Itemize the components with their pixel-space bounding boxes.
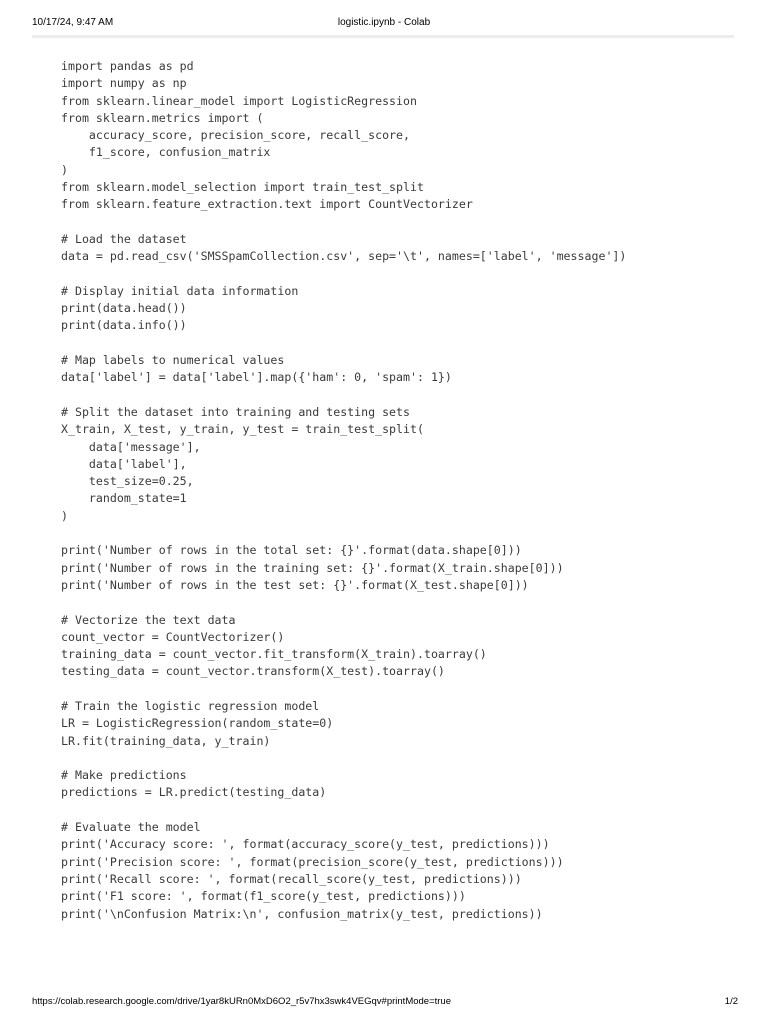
code-line (61, 594, 741, 611)
code-line: print('Number of rows in the test set: {}'.format(X_test.shape[0])) (61, 577, 529, 592)
code-line: print('Recall score: ', format(recall_score(y_test, predictions))) (61, 871, 522, 886)
code-line: from sklearn.model_selection import train_test_split (61, 180, 424, 195)
code-line: data = pd.read_csv('SMSSpamCollection.csv', sep='\t', names=['label', 'message']) (61, 249, 627, 264)
code-line (61, 387, 741, 404)
code-line: from sklearn.linear_model import LogisticRegression (61, 93, 417, 108)
code-line (61, 214, 741, 231)
code-line (61, 750, 741, 767)
code-line (61, 266, 741, 283)
code-line: # Display initial data information (61, 283, 299, 298)
code-line: training_data = count_vector.fit_transform(X_train).toarray() (61, 647, 487, 662)
code-line: print('F1 score: ', format(f1_score(y_test, predictions))) (61, 889, 466, 904)
code-line: print(data.head()) (61, 301, 187, 316)
code-line (61, 802, 741, 819)
code-line: ) (61, 508, 68, 523)
print-datetime: 10/17/24, 9:47 AM (32, 17, 114, 28)
page-title: logistic.ipynb - Colab (337, 17, 431, 28)
code-line: print('Number of rows in the total set: {}'.format(data.shape[0])) (61, 543, 522, 558)
code-line: print(data.info()) (61, 318, 187, 333)
code-line: # Vectorize the text data (61, 612, 236, 627)
code-line: accuracy_score, precision_score, recall_score, (61, 128, 411, 143)
code-line: data['label'], (61, 456, 187, 471)
header-divider (32, 35, 734, 38)
code-line: print('\nConfusion Matrix:\n', confusion_matrix(y_test, predictions)) (61, 906, 543, 921)
code-line: import pandas as pd (61, 59, 194, 73)
code-line: print('Accuracy score: ', format(accuracy_score(y_test, predictions))) (61, 837, 550, 852)
code-line: print('Precision score: ', format(precision_score(y_test, predictions))) (61, 854, 564, 869)
code-line: # Train the logistic regression model (61, 698, 320, 713)
code-line (61, 525, 741, 542)
code-line (61, 681, 741, 698)
code-line (61, 335, 741, 352)
code-line: data['message'], (61, 439, 201, 454)
code-line: # Map labels to numerical values (61, 353, 285, 368)
code-line: # Load the dataset (61, 231, 187, 246)
code-line: count_vector = CountVectorizer() (61, 629, 285, 644)
code-line: f1_score, confusion_matrix (61, 145, 271, 160)
code-line: LR.fit(training_data, y_train) (61, 733, 271, 748)
code-line: from sklearn.feature_extraction.text import CountVectorizer (61, 197, 473, 212)
code-line: # Split the dataset into training and testing sets (61, 404, 411, 419)
page-url: https://colab.research.google.com/drive/1yar8kURn0MxD6O2_r5v7hx3swk4VEGqv#printMode=true (32, 996, 451, 1007)
code-line: from sklearn.metrics import ( (61, 110, 264, 125)
code-line: random_state=1 (61, 491, 187, 506)
print-footer (32, 996, 738, 1010)
code-line: # Make predictions (61, 768, 187, 783)
code-line: LR = LogisticRegression(random_state=0) (61, 716, 334, 731)
code-cell[interactable] (61, 58, 741, 923)
code-line: X_train, X_test, y_train, y_test = train_test_split( (61, 422, 424, 437)
code-line: ) (61, 162, 68, 177)
print-header (32, 17, 736, 31)
code-line: import numpy as np (61, 76, 187, 91)
code-line: test_size=0.25, (61, 474, 194, 489)
page-number: 1/2 (724, 996, 738, 1007)
code-line: # Evaluate the model (61, 820, 201, 835)
code-line: testing_data = count_vector.transform(X_test).toarray() (61, 664, 445, 679)
code-line: predictions = LR.predict(testing_data) (61, 785, 327, 800)
code-line: print('Number of rows in the training set: {}'.format(X_train.shape[0])) (61, 560, 564, 575)
code-line: data['label'] = data['label'].map({'ham': 0, 'spam': 1}) (61, 370, 452, 385)
